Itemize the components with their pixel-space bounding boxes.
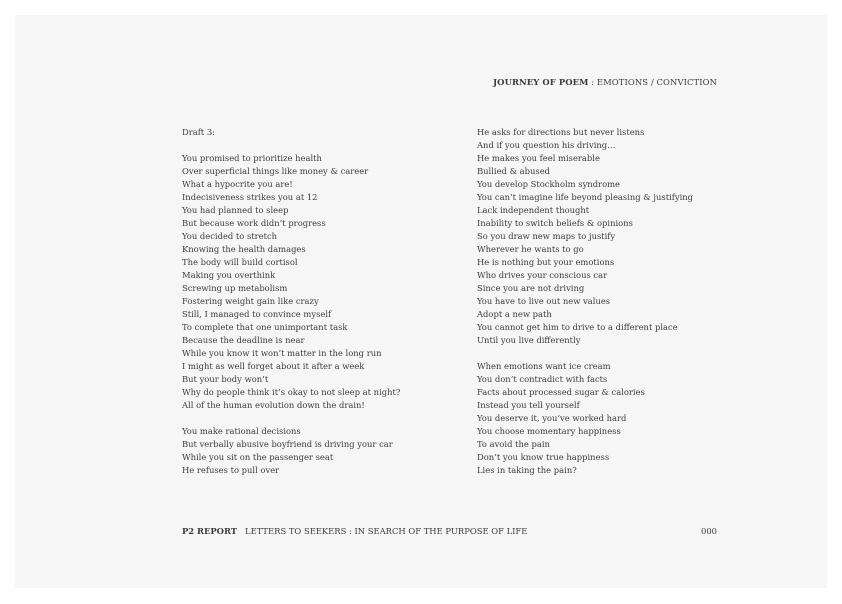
page-number: 000 xyxy=(701,526,717,536)
poem-line: Lies in taking the pain? xyxy=(477,465,577,475)
footer-title: LETTERS TO SEEKERS : IN SEARCH OF THE PURPOSE OF LIFE xyxy=(237,526,528,536)
poem-line: Over superficial things like money & career xyxy=(182,166,369,176)
poem-line: You can’t imagine life beyond pleasing & justifying xyxy=(477,192,694,202)
poem-line: Who drives your conscious car xyxy=(477,270,608,280)
poem-line: To avoid the pain xyxy=(477,439,550,449)
poem-line: He asks for directions but never listens xyxy=(477,127,645,137)
poem-line: You promised to prioritize health xyxy=(182,153,322,163)
poem-line: Why do people think it’s okay to not sleep at night? xyxy=(182,387,401,397)
poem-line: Because the deadline is near xyxy=(182,335,305,345)
header-subtitle: : EMOTIONS / CONVICTION xyxy=(588,77,717,87)
page-footer xyxy=(182,526,527,536)
poem-line: What a hypocrite you are! xyxy=(182,179,293,189)
poem-line: Facts about processed sugar & calories xyxy=(477,387,645,397)
poem-line: When emotions want ice cream xyxy=(477,361,611,371)
poem-line: Bullied & abused xyxy=(477,166,551,176)
header-title: JOURNEY OF POEM xyxy=(493,77,589,87)
poem-line: Inability to switch beliefs & opinions xyxy=(477,218,633,228)
poem-line: So you draw new maps to justify xyxy=(477,231,616,241)
poem-line: He refuses to pull over xyxy=(182,465,280,475)
poem-line: But because work didn’t progress xyxy=(182,218,326,228)
poem-line: Knowing the health damages xyxy=(182,244,306,254)
poem-line: Lack independent thought xyxy=(477,205,590,215)
stanza-break xyxy=(182,139,400,152)
poem-line: You don’t contradict with facts xyxy=(477,374,608,384)
poem-line: You have to live out new values xyxy=(477,296,611,306)
poem-line: Fostering weight gain like crazy xyxy=(182,296,319,306)
poem-line: But verbally abusive boyfriend is driving your car xyxy=(182,439,393,449)
poem-right-column xyxy=(477,126,693,477)
document-page xyxy=(15,15,827,588)
poem-line: Don’t you know true happiness xyxy=(477,452,610,462)
poem-left-column xyxy=(182,126,400,477)
poem-line: Adopt a new path xyxy=(477,309,552,319)
poem-line: You had planned to sleep xyxy=(182,205,289,215)
poem-line: To complete that one unimportant task xyxy=(182,322,348,332)
poem-line: Indecisiveness strikes you at 12 xyxy=(182,192,318,202)
poem-line: Making you overthink xyxy=(182,270,276,280)
poem-line: He makes you feel miserable xyxy=(477,153,600,163)
poem-line: Screwing up metabolism xyxy=(182,283,288,293)
poem-line: Instead you tell yourself xyxy=(477,400,580,410)
poem-line: Until you live differently xyxy=(477,335,581,345)
poem-line: While you know it won’t matter in the long run xyxy=(182,348,382,358)
poem-line: And if you question his driving… xyxy=(477,140,616,150)
poem-line: Wherever he wants to go xyxy=(477,244,584,254)
poem-line: You choose momentary happiness xyxy=(477,426,621,436)
poem-line: You develop Stockholm syndrome xyxy=(477,179,621,189)
poem-line: You cannot get him to drive to a different place xyxy=(477,322,678,332)
poem-line: Still, I managed to convince myself xyxy=(182,309,332,319)
poem-line: While you sit on the passenger seat xyxy=(182,452,334,462)
poem-line: Draft 3: xyxy=(182,127,215,137)
poem-line: You deserve it, you’ve worked hard xyxy=(477,413,627,423)
poem-line: You decided to stretch xyxy=(182,231,278,241)
poem-line: The body will build cortisol xyxy=(182,257,298,267)
poem-line: Since you are not driving xyxy=(477,283,585,293)
stanza-break xyxy=(182,412,400,425)
page-header xyxy=(493,77,717,87)
poem-line: He is nothing but your emotions xyxy=(477,257,615,267)
poem-line: You make rational decisions xyxy=(182,426,301,436)
poem-line: I might as well forget about it after a week xyxy=(182,361,365,371)
stanza-break xyxy=(477,347,693,360)
poem-line: But your body won’t xyxy=(182,374,269,384)
poem-line: All of the human evolution down the drain! xyxy=(182,400,365,410)
footer-report-label: P2 REPORT xyxy=(182,526,238,536)
